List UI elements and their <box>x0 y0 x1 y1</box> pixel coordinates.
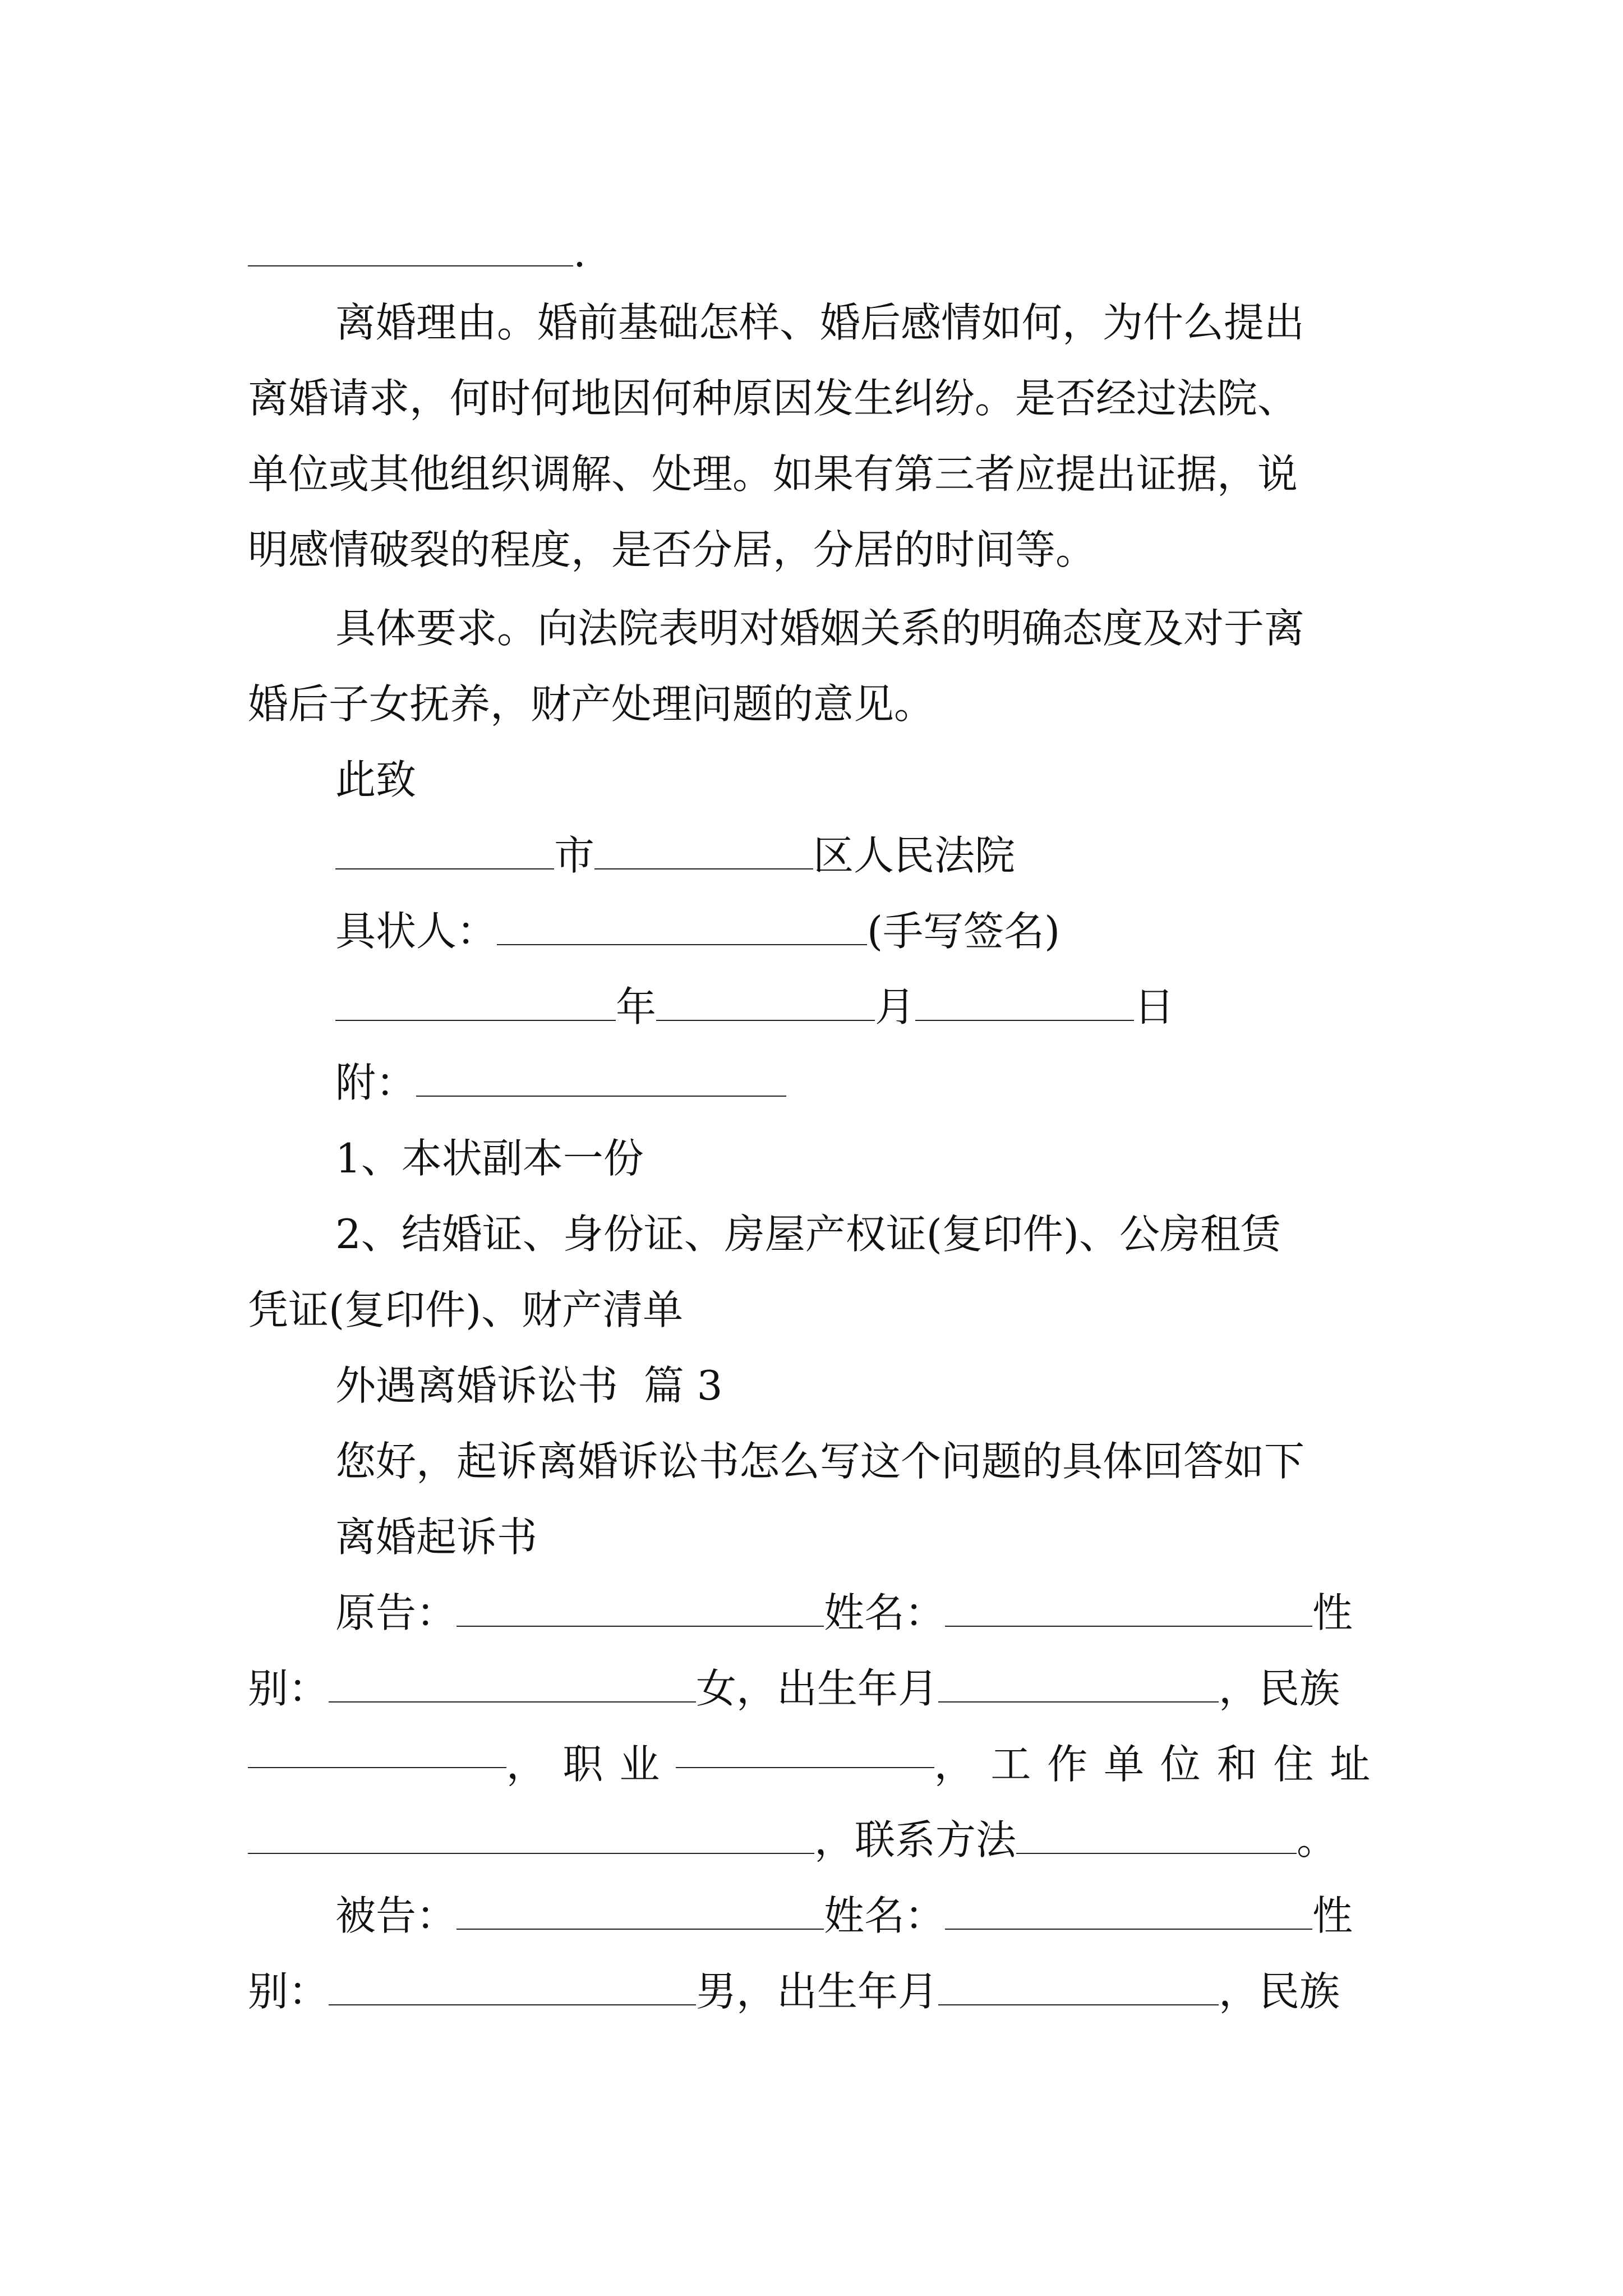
plaintiff-ethnicity: ，民族 <box>1219 1665 1340 1712</box>
plaintiff-contact: ，联系方法 <box>814 1816 1017 1864</box>
court-city-suffix: 市 <box>554 832 595 879</box>
blank-field <box>915 986 1134 1021</box>
defendant-ethnicity: ，民族 <box>1219 1968 1340 2015</box>
plaintiff-line-1 <box>335 1582 1353 1644</box>
court-district-suffix: 区人民法院 <box>813 832 1016 879</box>
blank-field <box>457 1895 824 1930</box>
blank-field <box>335 986 616 1021</box>
plaintiff-gender-value: 女，出生年月 <box>696 1665 939 1712</box>
attach-item-2-line-1: 2、结婚证、身份证、房屋产权证(复印件)、公房租赁 <box>335 1211 1281 1258</box>
blank-field <box>945 1592 1312 1627</box>
blank-field <box>457 1592 824 1627</box>
greeting: 您好，起诉离婚诉讼书怎么写这个问题的具体回答如下 <box>335 1438 1305 1485</box>
blank-field <box>248 1733 506 1768</box>
blank-field <box>676 1733 934 1768</box>
plaintiff-workplace: ，工作单位和住址 <box>934 1741 1386 1788</box>
date-day: 日 <box>1134 983 1175 1030</box>
date-line <box>335 976 1174 1038</box>
date-month: 月 <box>875 983 916 1030</box>
blank-field <box>248 232 573 266</box>
requests-line-2: 婚后子女抚养，财产处理问题的意见。 <box>248 680 935 728</box>
blank-field <box>335 835 554 869</box>
plaintiff-end: 。 <box>1297 1816 1338 1864</box>
blank-field <box>248 1819 814 1854</box>
defendant-line-2 <box>248 1961 1340 2022</box>
blank-field <box>594 835 813 869</box>
trailing-period: . <box>573 229 586 276</box>
blank-field <box>945 1895 1312 1930</box>
signer-note: (手写签名) <box>867 908 1061 955</box>
date-year: 年 <box>616 983 657 1030</box>
blank-field <box>656 986 875 1021</box>
requests-line-1: 具体要求。向法院表明对婚姻关系的明确态度及对于离 <box>335 605 1305 652</box>
defendant-line-1 <box>335 1885 1353 1947</box>
attach-line <box>335 1052 786 1114</box>
defendant-gender-value: 男，出生年月 <box>696 1968 939 2015</box>
blank-field <box>938 1971 1219 2005</box>
court-line <box>335 825 1015 886</box>
reasons-line-4: 明感情破裂的程度，是否分居，分居的时间等。 <box>248 526 1096 573</box>
reasons-line-2: 离婚请求，何时何地因何种原因发生纠纷。是否经过法院、 <box>248 375 1298 422</box>
section-title: 外遇离婚诉讼书 篇 3 <box>335 1362 723 1409</box>
defendant-label: 被告： <box>335 1892 457 1939</box>
plaintiff-occupation: ，职业 <box>506 1741 676 1788</box>
attach-item-1: 1、本状副本一份 <box>335 1135 644 1182</box>
attach-item-2-line-2: 凭证(复印件)、财产清单 <box>248 1286 684 1333</box>
blank-field <box>938 1668 1219 1703</box>
plaintiff-line-3 <box>248 1733 1386 1795</box>
signer-line <box>335 900 1060 962</box>
blank-field <box>416 1062 786 1097</box>
plaintiff-gender-pre: 性 <box>1312 1589 1353 1636</box>
plaintiff-line-4 <box>248 1809 1337 1871</box>
signer-label: 具状人： <box>335 908 497 955</box>
reasons-line-3: 单位或其他组织调解、处理。如果有第三者应提出证据，说 <box>248 450 1298 498</box>
reasons-line-1: 离婚理由。婚前基础怎样、婚后感情如何，为什么提出 <box>335 299 1305 346</box>
plaintiff-line-2 <box>248 1658 1340 1719</box>
defendant-gender-pre: 性 <box>1312 1892 1353 1939</box>
defendant-name-label: 姓名： <box>824 1892 946 1939</box>
blank-field <box>329 1971 696 2005</box>
plaintiff-label: 原告： <box>335 1589 457 1636</box>
blank-field <box>329 1668 696 1703</box>
defendant-gender-post: 别： <box>248 1968 329 2015</box>
plaintiff-gender-post: 别： <box>248 1665 329 1712</box>
salutation: 此致 <box>335 756 417 803</box>
blank-field <box>1016 1819 1297 1854</box>
form-title: 离婚起诉书 <box>335 1513 538 1561</box>
prev-blank-line <box>248 222 586 283</box>
plaintiff-name-label: 姓名： <box>824 1589 946 1636</box>
blank-field <box>497 910 867 945</box>
attach-label: 附： <box>335 1059 417 1106</box>
